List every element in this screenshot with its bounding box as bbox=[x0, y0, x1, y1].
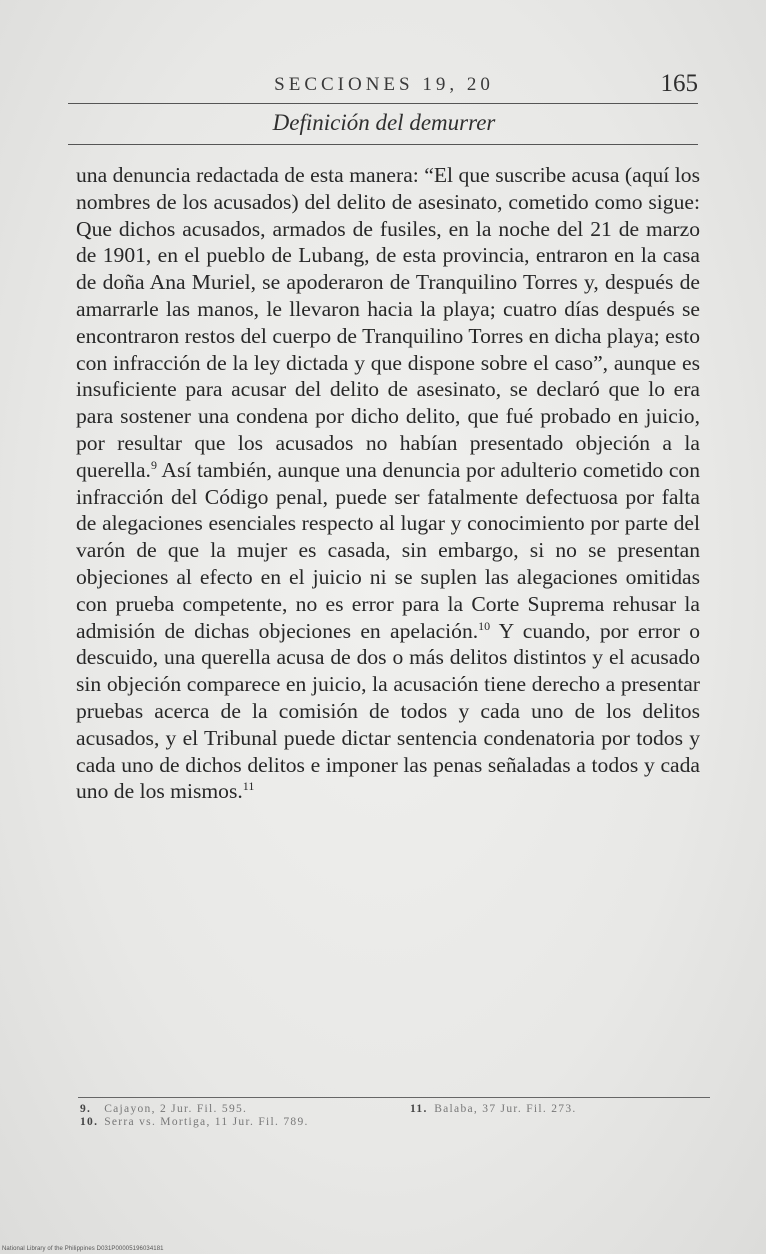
footnote-number: 11. bbox=[410, 1103, 428, 1115]
header-rule-bottom bbox=[68, 144, 698, 145]
page-subtitle: Definición del demurrer bbox=[272, 110, 496, 135]
body-text-part-3: Y cuando, por error o descuido, una querella acusa de dos o más delitos distintos y el acusado sin objeción comparece en juicio, la acusación tiene derecho a presentar pruebas acerca de la comisión de todos y cada uno de los delitos acusados, y el Tribunal puede dictar sentencia condenatoria por todos y cada uno de dichos delitos e imponer las penas señaladas a todos y cada uno de los mismos. bbox=[76, 618, 700, 804]
footnote-11 bbox=[410, 1103, 710, 1116]
body-text-part-2: Así también, aunque una denuncia por adulterio cometido con infracción del Código penal, puede ser fatalmente defectuosa por falta de alegaciones esenciales respecto al lugar y conocimiento por parte del varón de que la mujer es casada, sin embargo, si no se presentan objeciones al efecto en el juicio ni se suplen las alegaciones omitidas con prueba competente, no es error para la Corte Suprema rehusar la admisión de dichas objeciones en apelación. bbox=[76, 457, 700, 643]
footnote-ref-10[interactable]: 10 bbox=[478, 618, 491, 633]
footnote-10 bbox=[80, 1116, 410, 1129]
footnote-text: Serra vs. Mortiga, 11 Jur. Fil. 789. bbox=[104, 1116, 309, 1128]
body-text-part-1: una denuncia redactada de esta manera: “El que suscribe acusa (aquí los nombres de los acusados) del delito de asesinato, cometido como sigue: Que dichos acusados, armados de fusiles, en la noche del 21 de marzo de 1901, en el pueblo de Lubang, de esta provincia, entraron en la casa de doña Ana Muriel, se apoderaron de Tranquilino Torres y, después de amarrarle las manos, le llevaron hacia la playa; cuatro días después se encontraron restos del cuerpo de Tranquilino Torres en dicha playa; esto con infracción de la ley dictada y que dispone sobre el caso”, aunque es insuficiente para acusar del delito de asesinato, se declaró que lo era para sostener una condena por dicho delito, que fué probado en juicio, por resultar que los acusados no habían presentado objeción a la querella. bbox=[76, 163, 700, 482]
running-head bbox=[68, 70, 700, 104]
footnote-text: Cajayon, 2 Jur. Fil. 595. bbox=[104, 1103, 248, 1115]
footnote-number: 9. bbox=[80, 1103, 92, 1115]
archive-credit: National Library of the Philippines D031P00005196034181 bbox=[2, 1246, 164, 1252]
header-rule-top bbox=[68, 103, 698, 104]
footnote-ref-11[interactable]: 11 bbox=[242, 779, 255, 794]
section-title: SECCIONES 19, 20 bbox=[274, 74, 494, 95]
footnote-ref-9[interactable]: 9 bbox=[150, 457, 157, 472]
footnotes-left-column bbox=[80, 1103, 410, 1129]
footnote-rule bbox=[78, 1097, 710, 1098]
footnote-text: Balaba, 37 Jur. Fil. 273. bbox=[434, 1103, 577, 1115]
footnotes-right-column bbox=[410, 1103, 710, 1116]
page-number: 165 bbox=[660, 70, 698, 97]
footnote-9 bbox=[80, 1103, 410, 1116]
footnote-number: 10. bbox=[80, 1116, 99, 1128]
body-paragraph bbox=[76, 162, 700, 805]
